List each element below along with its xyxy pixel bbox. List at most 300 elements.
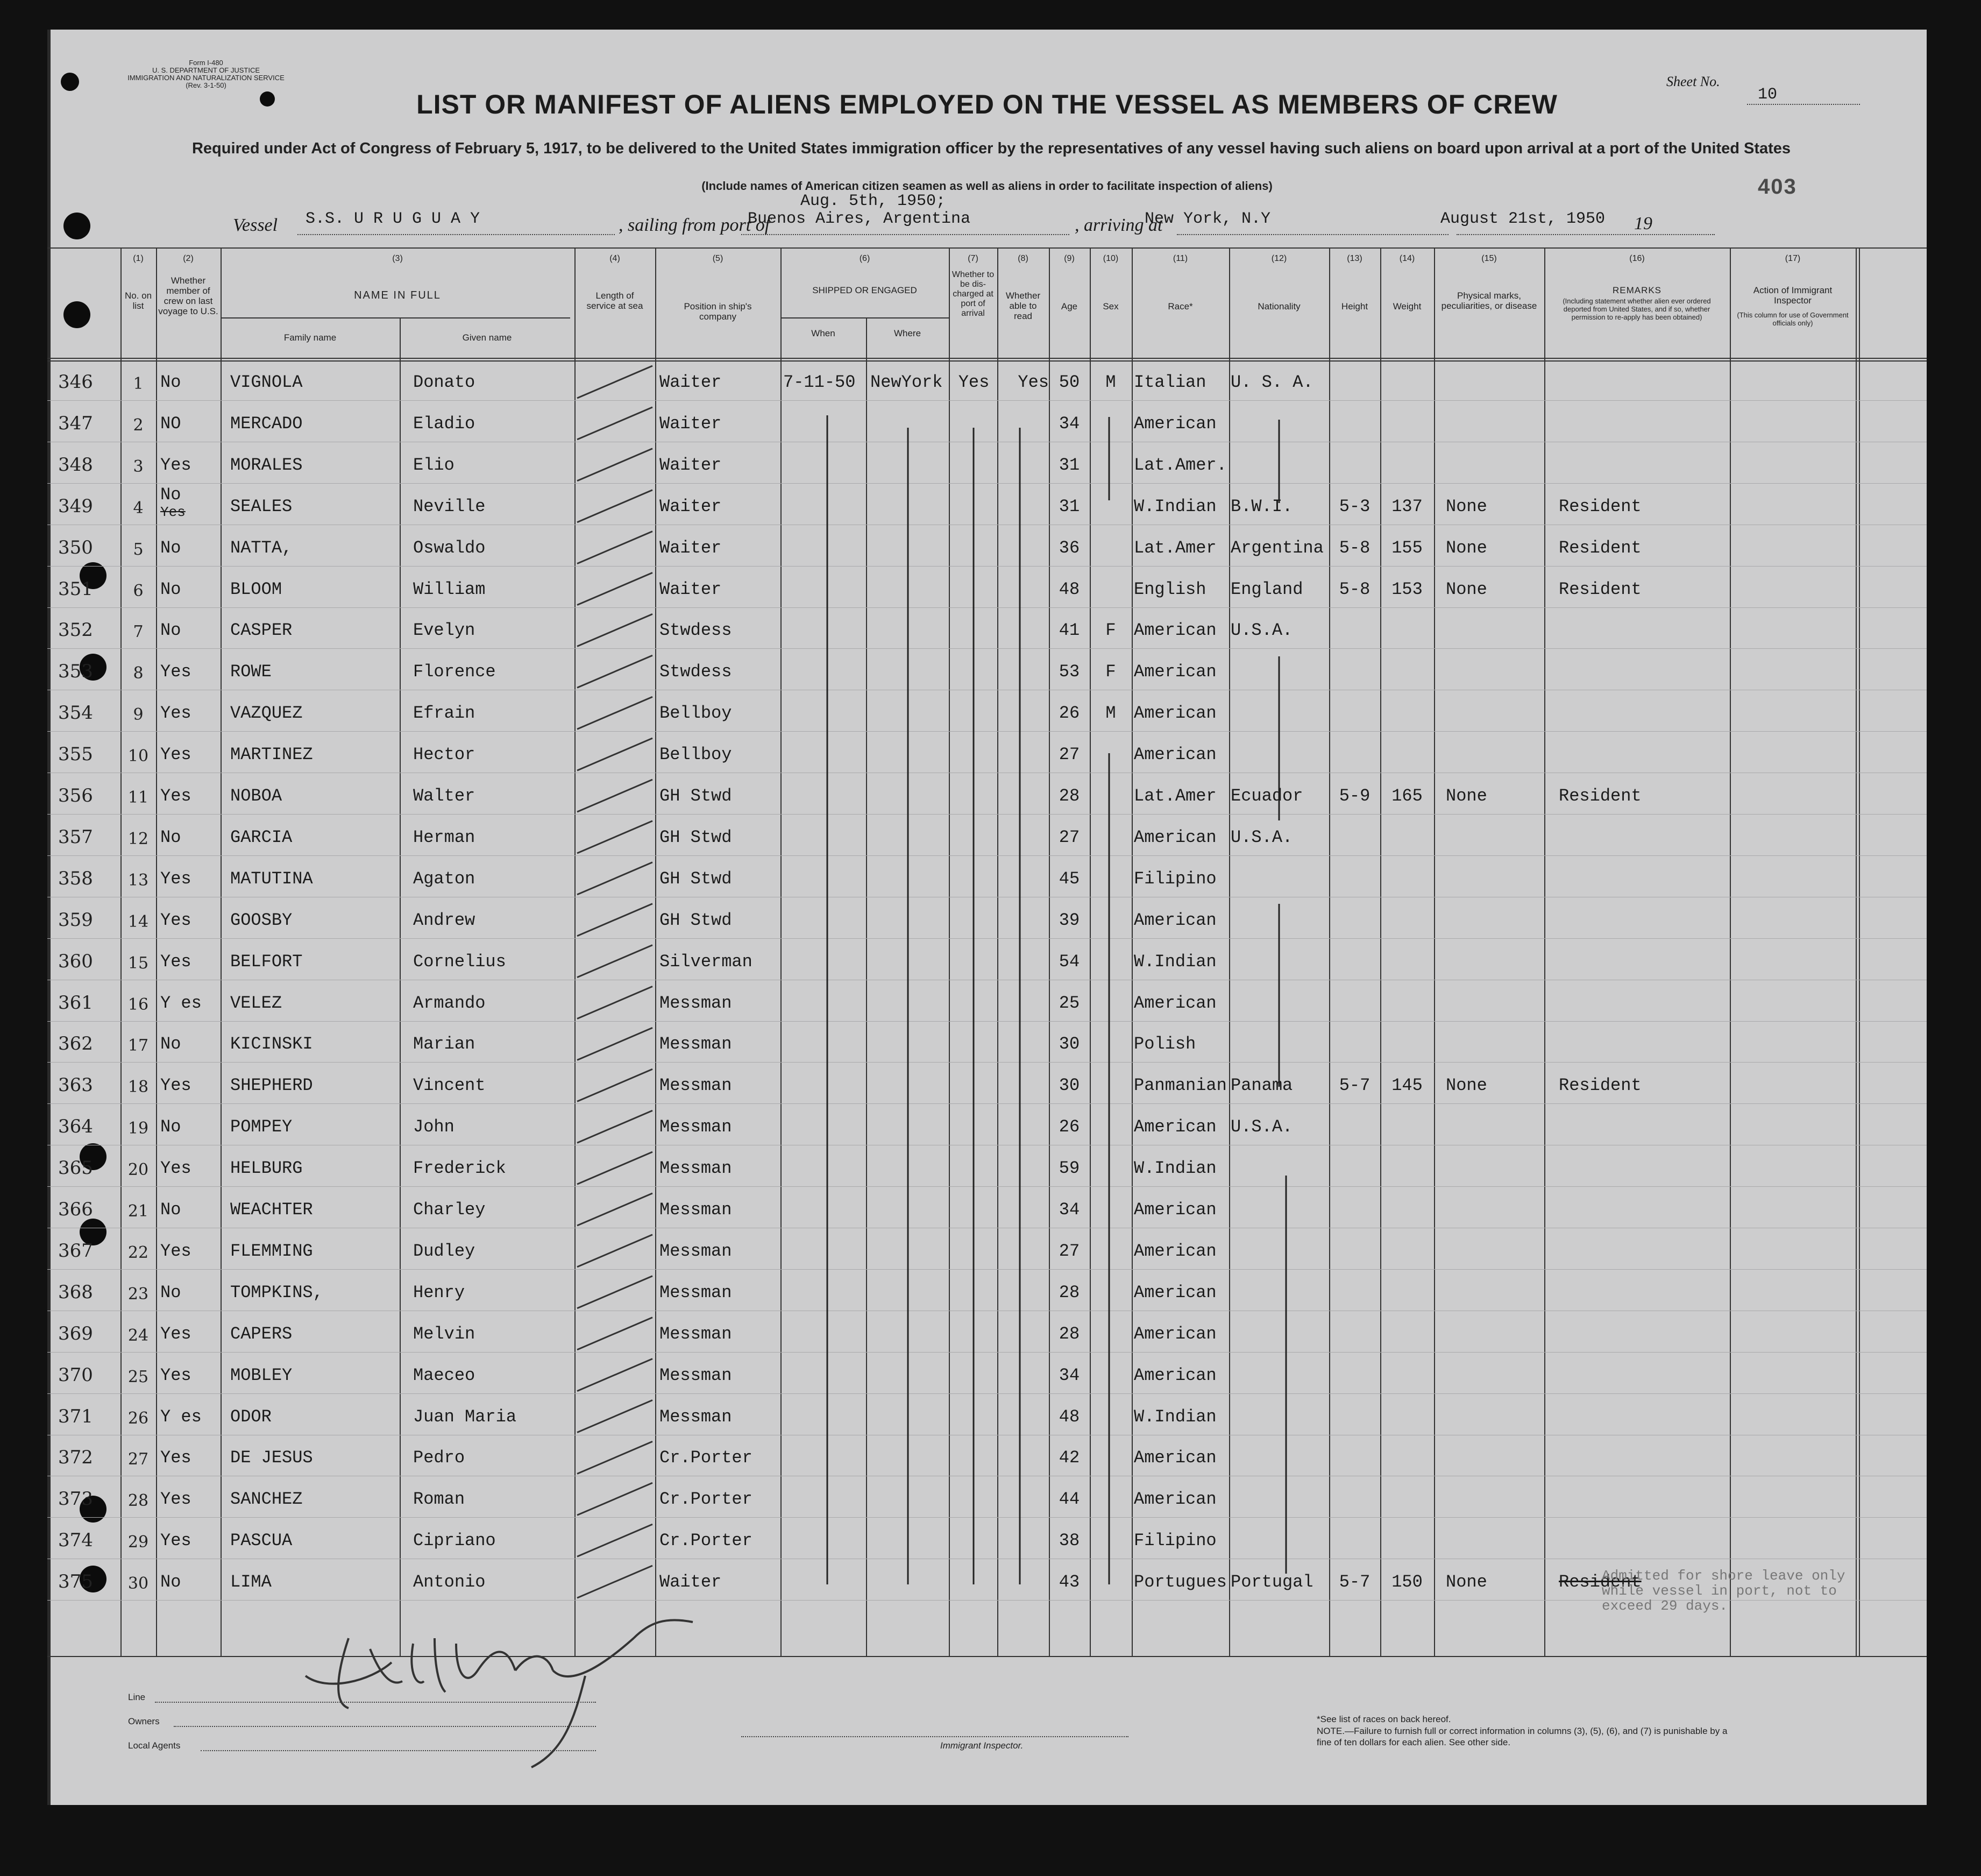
- cell-position: Messman: [659, 1200, 732, 1220]
- cell-family-name: MOBLEY: [230, 1365, 293, 1385]
- cell-position: Messman: [659, 1034, 732, 1054]
- cell-family-name: DE JESUS: [230, 1448, 313, 1468]
- cell-height: 5-8: [1339, 537, 1371, 558]
- cell-position: Waiter: [659, 579, 722, 599]
- cell-age: 26: [1059, 1117, 1080, 1137]
- cell-remarks: Resident: [1559, 579, 1642, 599]
- cell-race: American: [1134, 910, 1217, 930]
- cell-race: American: [1134, 1117, 1217, 1137]
- cell-prev-voyage: No: [160, 484, 181, 505]
- cell-given-name: Florence: [413, 662, 496, 682]
- length-of-service-mark: [577, 490, 652, 522]
- manifest-sheet: [47, 30, 1927, 1805]
- cell-no: 14: [127, 912, 149, 931]
- cell-given-name: Efrain: [413, 703, 475, 724]
- form-revision: (Rev. 3-1-50): [186, 81, 226, 89]
- col-num-17: (17): [1785, 254, 1801, 263]
- cell-race: W.Indian: [1134, 1158, 1217, 1179]
- col-head-action-note: (This column for use of Government officials only): [1737, 311, 1849, 327]
- col-head-weight: Weight: [1393, 301, 1422, 312]
- row-ref-number: 373: [58, 1488, 93, 1510]
- cell-age: 36: [1059, 537, 1080, 558]
- cell-given-name: Eladio: [413, 413, 475, 434]
- col-num-11: (11): [1173, 254, 1188, 263]
- col-head-remarks: REMARKS: [1612, 285, 1662, 295]
- cell-family-name: NOBOA: [230, 786, 282, 806]
- page-title: LIST OR MANIFEST OF ALIENS EMPLOYED ON THE VESSEL AS MEMBERS OF CREW: [416, 89, 1558, 119]
- cell-family-name: ROWE: [230, 662, 272, 682]
- cell-race: Lat.Amer: [1134, 537, 1217, 558]
- row-ref-number: 374: [58, 1530, 93, 1552]
- cell-prev-voyage: No: [160, 1572, 181, 1592]
- cell-age: 38: [1059, 1531, 1080, 1551]
- cell-given-name: William: [413, 579, 486, 599]
- cell-race: American: [1134, 993, 1217, 1013]
- cell-race: American: [1134, 1200, 1217, 1220]
- cell-discharged: Yes: [958, 372, 990, 392]
- cell-no: 21: [127, 1202, 149, 1221]
- row-ref-number: 368: [58, 1281, 93, 1303]
- row-ref-number: 353: [58, 661, 93, 683]
- length-of-service-mark: [577, 1359, 652, 1391]
- local-agents-field: [201, 1750, 596, 1751]
- cell-age: 28: [1059, 1323, 1080, 1344]
- cell-nationality: Argentina: [1231, 537, 1324, 558]
- cell-family-name: SHEPHERD: [230, 1075, 313, 1096]
- cell-sex: M: [1105, 703, 1116, 724]
- cell-remarks: Resident: [1559, 1075, 1642, 1096]
- port-to: New York, N.Y: [1145, 210, 1271, 228]
- cell-family-name: LIMA: [230, 1572, 272, 1592]
- cell-age: 34: [1059, 1200, 1080, 1220]
- cell-weight: 153: [1391, 579, 1423, 599]
- cell-age: 44: [1059, 1489, 1080, 1510]
- cell-given-name: Dudley: [413, 1241, 475, 1261]
- races-note: *See list of races on back hereof.: [1317, 1714, 1451, 1724]
- col-num-8: (8): [1018, 254, 1028, 263]
- length-of-service-mark: [577, 821, 652, 853]
- cell-weight: 137: [1391, 496, 1423, 516]
- cell-sex: F: [1105, 620, 1116, 641]
- cell-position: Messman: [659, 1406, 732, 1427]
- cell-nationality: U.S.A.: [1231, 1117, 1293, 1137]
- row-ref-number: 371: [58, 1405, 93, 1427]
- cell-family-name: VAZQUEZ: [230, 703, 303, 724]
- cell-family-name: ODOR: [230, 1406, 272, 1427]
- cell-marks: None: [1446, 579, 1487, 599]
- sheet-label: Sheet No.: [1666, 74, 1720, 89]
- local-agents-label: Local Agents: [128, 1740, 181, 1751]
- cell-race: American: [1134, 620, 1217, 641]
- cell-prev-voyage: Yes: [160, 703, 191, 724]
- col-num-3: (3): [392, 254, 403, 263]
- cell-prev-voyage: Yes: [160, 1489, 191, 1510]
- cell-marks: None: [1446, 496, 1487, 516]
- length-of-service-mark: [577, 1069, 652, 1101]
- row-ref-number: 356: [58, 785, 93, 806]
- cell-family-name: MERCADO: [230, 413, 303, 434]
- cell-prev-voyage: Yes: [160, 1365, 191, 1385]
- cell-age: 28: [1059, 786, 1080, 806]
- cell-no: 18: [127, 1078, 149, 1097]
- cell-position: GH Stwd: [659, 827, 732, 847]
- cell-race: Lat.Amer.: [1134, 455, 1227, 475]
- cell-position: GH Stwd: [659, 868, 732, 889]
- cell-no: 19: [127, 1119, 149, 1138]
- col-head-position: Position in ship's company: [684, 301, 752, 322]
- cell-age: 54: [1059, 951, 1080, 972]
- col-head-name: NAME IN FULL: [354, 289, 441, 301]
- cell-prev-voyage: Yes: [160, 745, 191, 765]
- cell-weight: 150: [1391, 1572, 1423, 1592]
- cell-nationality: Ecuador: [1231, 786, 1303, 806]
- row-ref-number: 365: [58, 1157, 93, 1179]
- cell-race: American: [1134, 413, 1217, 434]
- row-ref-number: 350: [58, 536, 93, 558]
- cell-marks: None: [1446, 537, 1487, 558]
- cell-age: 48: [1059, 579, 1080, 599]
- col-num-10: (10): [1103, 254, 1119, 263]
- row-ref-number: 367: [58, 1240, 93, 1262]
- cell-prev-voyage-struck: Yes: [160, 504, 186, 520]
- handwriting-overlay: [47, 30, 1927, 1805]
- cell-no: 15: [127, 953, 149, 973]
- page-subtitle: Required under Act of Congress of February 5, 1917, to be delivered to the United States immigration officer by the representatives of any vessel having such aliens on board upon arrival at a port of the United States: [191, 140, 1791, 157]
- cell-family-name: VIGNOLA: [230, 372, 303, 392]
- cell-weight: 145: [1391, 1075, 1423, 1096]
- cell-age: 27: [1059, 827, 1080, 847]
- cell-age: 25: [1059, 993, 1080, 1013]
- cell-remarks: Resident: [1559, 537, 1642, 558]
- cell-family-name: POMPEY: [230, 1117, 293, 1137]
- cell-age: 31: [1059, 455, 1080, 475]
- cell-race: Filipino: [1134, 868, 1217, 889]
- cell-race: Italian: [1134, 372, 1206, 392]
- cell-given-name: John: [413, 1117, 455, 1137]
- cell-family-name: BLOOM: [230, 579, 282, 599]
- cell-height: 5-7: [1339, 1572, 1371, 1592]
- cell-age: 59: [1059, 1158, 1080, 1179]
- length-of-service-mark: [577, 1110, 652, 1143]
- cell-position: Messman: [659, 1365, 732, 1385]
- cell-given-name: Herman: [413, 827, 475, 847]
- cell-position: Messman: [659, 1117, 732, 1137]
- length-of-service-mark: [577, 532, 652, 564]
- cell-remarks: Resident: [1559, 786, 1642, 806]
- cell-family-name: SANCHEZ: [230, 1489, 303, 1510]
- cell-no: 16: [127, 995, 149, 1014]
- cell-race: American: [1134, 703, 1217, 724]
- cell-given-name: Maeceo: [413, 1365, 475, 1385]
- cell-given-name: Armando: [413, 993, 486, 1013]
- row-ref-number: 359: [58, 909, 93, 931]
- cell-family-name: GARCIA: [230, 827, 293, 847]
- cell-position: Waiter: [659, 1572, 722, 1592]
- row-ref-number: 370: [58, 1364, 93, 1386]
- cell-age: 34: [1059, 1365, 1080, 1385]
- col-num-4: (4): [609, 254, 620, 263]
- col-num-6: (6): [859, 254, 870, 263]
- cell-race: American: [1134, 827, 1217, 847]
- form-service: IMMIGRATION AND NATURALIZATION SERVICE: [127, 74, 285, 82]
- row-ref-number: 357: [58, 826, 93, 848]
- row-ref-number: 354: [58, 702, 93, 724]
- cell-age: 42: [1059, 1448, 1080, 1468]
- col-head-shipped: SHIPPED OR ENGAGED: [812, 285, 917, 295]
- cell-position: Bellboy: [659, 703, 732, 724]
- length-of-service-mark: [577, 573, 652, 605]
- port-from: Buenos Aires, Argentina: [748, 210, 971, 228]
- cell-position: Waiter: [659, 496, 722, 516]
- cell-no: 8: [133, 664, 144, 683]
- cell-when: 7-11-50: [783, 372, 856, 392]
- row-ref-number: 355: [58, 744, 93, 766]
- page-subnote: (Include names of American citizen seamen as well as aliens in order to facilitate inspection of aliens): [701, 179, 1273, 193]
- cell-race: American: [1134, 1365, 1217, 1385]
- cell-no: 20: [127, 1160, 149, 1180]
- cell-prev-voyage: Yes: [160, 786, 191, 806]
- shore-leave-stamp: Admitted for shore leave only while vessel in port, not to exceed 29 days.: [1602, 1568, 1845, 1614]
- row-ref-number: 361: [58, 992, 93, 1014]
- arrival-date: August 21st, 1950: [1440, 210, 1606, 228]
- length-of-service-mark: [577, 862, 652, 895]
- col-head-length: Length of service at sea: [586, 291, 643, 311]
- cell-age: 50: [1059, 372, 1080, 392]
- cell-nationality: U.S.A.: [1231, 827, 1293, 847]
- cell-prev-voyage: No: [160, 1117, 181, 1137]
- cell-given-name: Hector: [413, 745, 475, 765]
- cell-family-name: VELEZ: [230, 993, 282, 1013]
- cell-age: 27: [1059, 1241, 1080, 1261]
- cell-no: 11: [127, 788, 149, 807]
- cell-position: GH Stwd: [659, 910, 732, 930]
- cell-family-name: KICINSKI: [230, 1034, 313, 1054]
- cell-no: 30: [127, 1574, 149, 1594]
- cell-given-name: Cipriano: [413, 1531, 496, 1551]
- col-num-9: (9): [1064, 254, 1075, 263]
- cell-given-name: Charley: [413, 1200, 486, 1220]
- row-ref-number: 358: [58, 867, 93, 889]
- cell-given-name: Cornelius: [413, 951, 506, 972]
- line-field: [155, 1702, 596, 1703]
- length-of-service-mark: [577, 738, 652, 770]
- cell-age: 48: [1059, 1406, 1080, 1427]
- cell-no: 23: [127, 1284, 149, 1304]
- cell-marks: None: [1446, 1075, 1487, 1096]
- col-head-family-name: Family name: [283, 332, 337, 343]
- row-ref-number: 375: [58, 1571, 93, 1593]
- cell-given-name: Melvin: [413, 1323, 475, 1344]
- cell-nationality: Panama: [1231, 1075, 1293, 1096]
- cell-nationality: U.S.A.: [1231, 620, 1293, 641]
- col-num-2: (2): [183, 254, 194, 263]
- vessel-name: S.S. U R U G U A Y: [306, 210, 480, 228]
- owners-label: Owners: [128, 1716, 160, 1726]
- signature: [306, 1620, 693, 1767]
- length-of-service-mark: [577, 614, 652, 646]
- cell-read: Yes: [1018, 372, 1049, 392]
- cell-given-name: Donato: [413, 372, 475, 392]
- cell-position: GH Stwd: [659, 786, 732, 806]
- cell-position: Cr.Porter: [659, 1489, 752, 1510]
- cell-family-name: CAPERS: [230, 1323, 293, 1344]
- owners-field: [174, 1726, 596, 1727]
- cell-weight: 155: [1391, 537, 1423, 558]
- cell-prev-voyage: No: [160, 579, 181, 599]
- cell-age: 45: [1059, 868, 1080, 889]
- length-of-service-mark: [577, 1028, 652, 1060]
- cell-race: American: [1134, 1323, 1217, 1344]
- col-head-last-voyage: Whether member of crew on last voyage to U.S.: [158, 275, 218, 316]
- cell-given-name: Oswaldo: [413, 537, 486, 558]
- cell-given-name: Antonio: [413, 1572, 486, 1592]
- cell-race: W.Indian: [1134, 1406, 1217, 1427]
- cell-nationality: Portugal: [1231, 1572, 1313, 1592]
- col-num-5: (5): [712, 254, 723, 263]
- cell-prev-voyage: Yes: [160, 1531, 191, 1551]
- cell-given-name: Frederick: [413, 1158, 506, 1179]
- cell-family-name: MATUTINA: [230, 868, 313, 889]
- cell-age: 41: [1059, 620, 1080, 641]
- row-ref-number: 362: [58, 1033, 93, 1055]
- col-head-where: Where: [893, 328, 921, 338]
- cell-no: 12: [127, 829, 149, 848]
- col-head-nationality: Nationality: [1258, 301, 1301, 312]
- cell-family-name: FLEMMING: [230, 1241, 313, 1261]
- row-ref-number: 363: [58, 1074, 93, 1096]
- cell-prev-voyage: Yes: [160, 1241, 191, 1261]
- cell-position: Messman: [659, 1323, 732, 1344]
- cell-given-name: Pedro: [413, 1448, 465, 1468]
- cell-position: Stwdess: [659, 662, 732, 682]
- cell-position: Waiter: [659, 372, 722, 392]
- cell-position: Waiter: [659, 413, 722, 434]
- cell-family-name: HELBURG: [230, 1158, 303, 1179]
- length-of-service-mark: [577, 987, 652, 1019]
- length-of-service-mark: [577, 1276, 652, 1308]
- cell-no: 27: [127, 1450, 149, 1469]
- cell-family-name: TOMPKINS,: [230, 1282, 323, 1302]
- length-of-service-mark: [577, 904, 652, 936]
- cell-given-name: Evelyn: [413, 620, 475, 641]
- cell-race: American: [1134, 1448, 1217, 1468]
- cell-prev-voyage: Yes: [160, 662, 191, 682]
- cell-prev-voyage: Yes: [160, 1323, 191, 1344]
- cell-race: American: [1134, 745, 1217, 765]
- cell-given-name: Elio: [413, 455, 455, 475]
- vessel-label: Vessel: [233, 215, 278, 235]
- row-ref-number: 351: [58, 578, 93, 600]
- cell-no: 17: [127, 1036, 149, 1056]
- cell-given-name: Marian: [413, 1034, 475, 1054]
- cell-family-name: PASCUA: [230, 1531, 293, 1551]
- inspector-signature-line: [741, 1736, 1128, 1737]
- cell-position: Stwdess: [659, 620, 732, 641]
- cell-race: Portugues: [1134, 1572, 1227, 1592]
- cell-position: Cr.Porter: [659, 1531, 752, 1551]
- cell-position: Cr.Porter: [659, 1448, 752, 1468]
- col-num-15: (15): [1481, 254, 1497, 263]
- cell-family-name: CASPER: [230, 620, 293, 641]
- cell-age: 28: [1059, 1282, 1080, 1302]
- cell-prev-voyage: Yes: [160, 951, 191, 972]
- cell-sex: F: [1105, 662, 1116, 682]
- length-of-service-mark: [577, 1524, 652, 1556]
- col-head-read: Whether able to read: [1005, 291, 1041, 321]
- col-num-7: (7): [968, 254, 978, 263]
- form-number: Form I-480: [189, 59, 223, 67]
- cell-age: 30: [1059, 1075, 1080, 1096]
- cell-nationality: England: [1231, 579, 1303, 599]
- length-of-service-mark: [577, 1318, 652, 1350]
- sheet-number: 10: [1747, 86, 1860, 105]
- cell-sex: M: [1105, 372, 1116, 392]
- cell-no: 29: [127, 1533, 149, 1552]
- cell-height: 5-8: [1339, 579, 1371, 599]
- cell-no: 28: [127, 1491, 149, 1511]
- cell-race: W.Indian: [1134, 951, 1217, 972]
- cell-given-name: Henry: [413, 1282, 465, 1302]
- row-ref-number: 346: [58, 371, 93, 393]
- cell-age: 34: [1059, 413, 1080, 434]
- cell-position: Silverman: [659, 951, 752, 972]
- cell-nationality: B.W.I.: [1231, 496, 1293, 516]
- cell-race: American: [1134, 662, 1217, 682]
- cell-no: 7: [133, 622, 144, 642]
- cell-race: Filipino: [1134, 1531, 1217, 1551]
- cell-remarks: Resident: [1559, 1572, 1642, 1592]
- row-ref-number: 347: [58, 412, 93, 434]
- length-of-service-mark: [577, 1193, 652, 1226]
- cell-family-name: NATTA,: [230, 537, 293, 558]
- length-of-service-mark: [577, 1566, 652, 1598]
- sailing-label: , sailing from port of: [619, 215, 770, 235]
- cell-prev-voyage: No: [160, 1200, 181, 1220]
- col-head-action: Action of Immigrant Inspector: [1753, 285, 1833, 306]
- cell-no: 3: [133, 457, 144, 476]
- cell-no: 5: [133, 540, 144, 559]
- cell-age: 31: [1059, 496, 1080, 516]
- cell-no: 13: [127, 870, 149, 890]
- cell-position: Messman: [659, 993, 732, 1013]
- length-of-service-mark: [577, 407, 652, 440]
- arriving-label: , arriving at: [1075, 215, 1163, 235]
- cell-given-name: Juan Maria: [413, 1406, 517, 1427]
- cell-age: 27: [1059, 745, 1080, 765]
- cell-family-name: BELFORT: [230, 951, 303, 972]
- cell-age: 53: [1059, 662, 1080, 682]
- length-of-service-mark: [577, 1152, 652, 1184]
- length-of-service-mark: [577, 1483, 652, 1515]
- cell-race: English: [1134, 579, 1206, 599]
- cell-no: 1: [133, 374, 144, 393]
- cell-weight: 165: [1391, 786, 1423, 806]
- cell-height: 5-9: [1339, 786, 1371, 806]
- cell-prev-voyage: No: [160, 537, 181, 558]
- cell-no: 2: [133, 415, 144, 435]
- year-label: 19: [1634, 214, 1652, 233]
- col-num-12: (12): [1271, 254, 1287, 263]
- cell-prev-voyage: Yes: [160, 1448, 191, 1468]
- cell-no: 25: [127, 1367, 149, 1386]
- row-ref-number: 366: [58, 1199, 93, 1220]
- cell-race: W.Indian: [1134, 496, 1217, 516]
- row-ref-number: 348: [58, 454, 93, 476]
- cell-marks: None: [1446, 1572, 1487, 1592]
- cell-family-name: WEACHTER: [230, 1200, 313, 1220]
- row-ref-number: 364: [58, 1116, 93, 1138]
- col-head-age: Age: [1061, 301, 1078, 312]
